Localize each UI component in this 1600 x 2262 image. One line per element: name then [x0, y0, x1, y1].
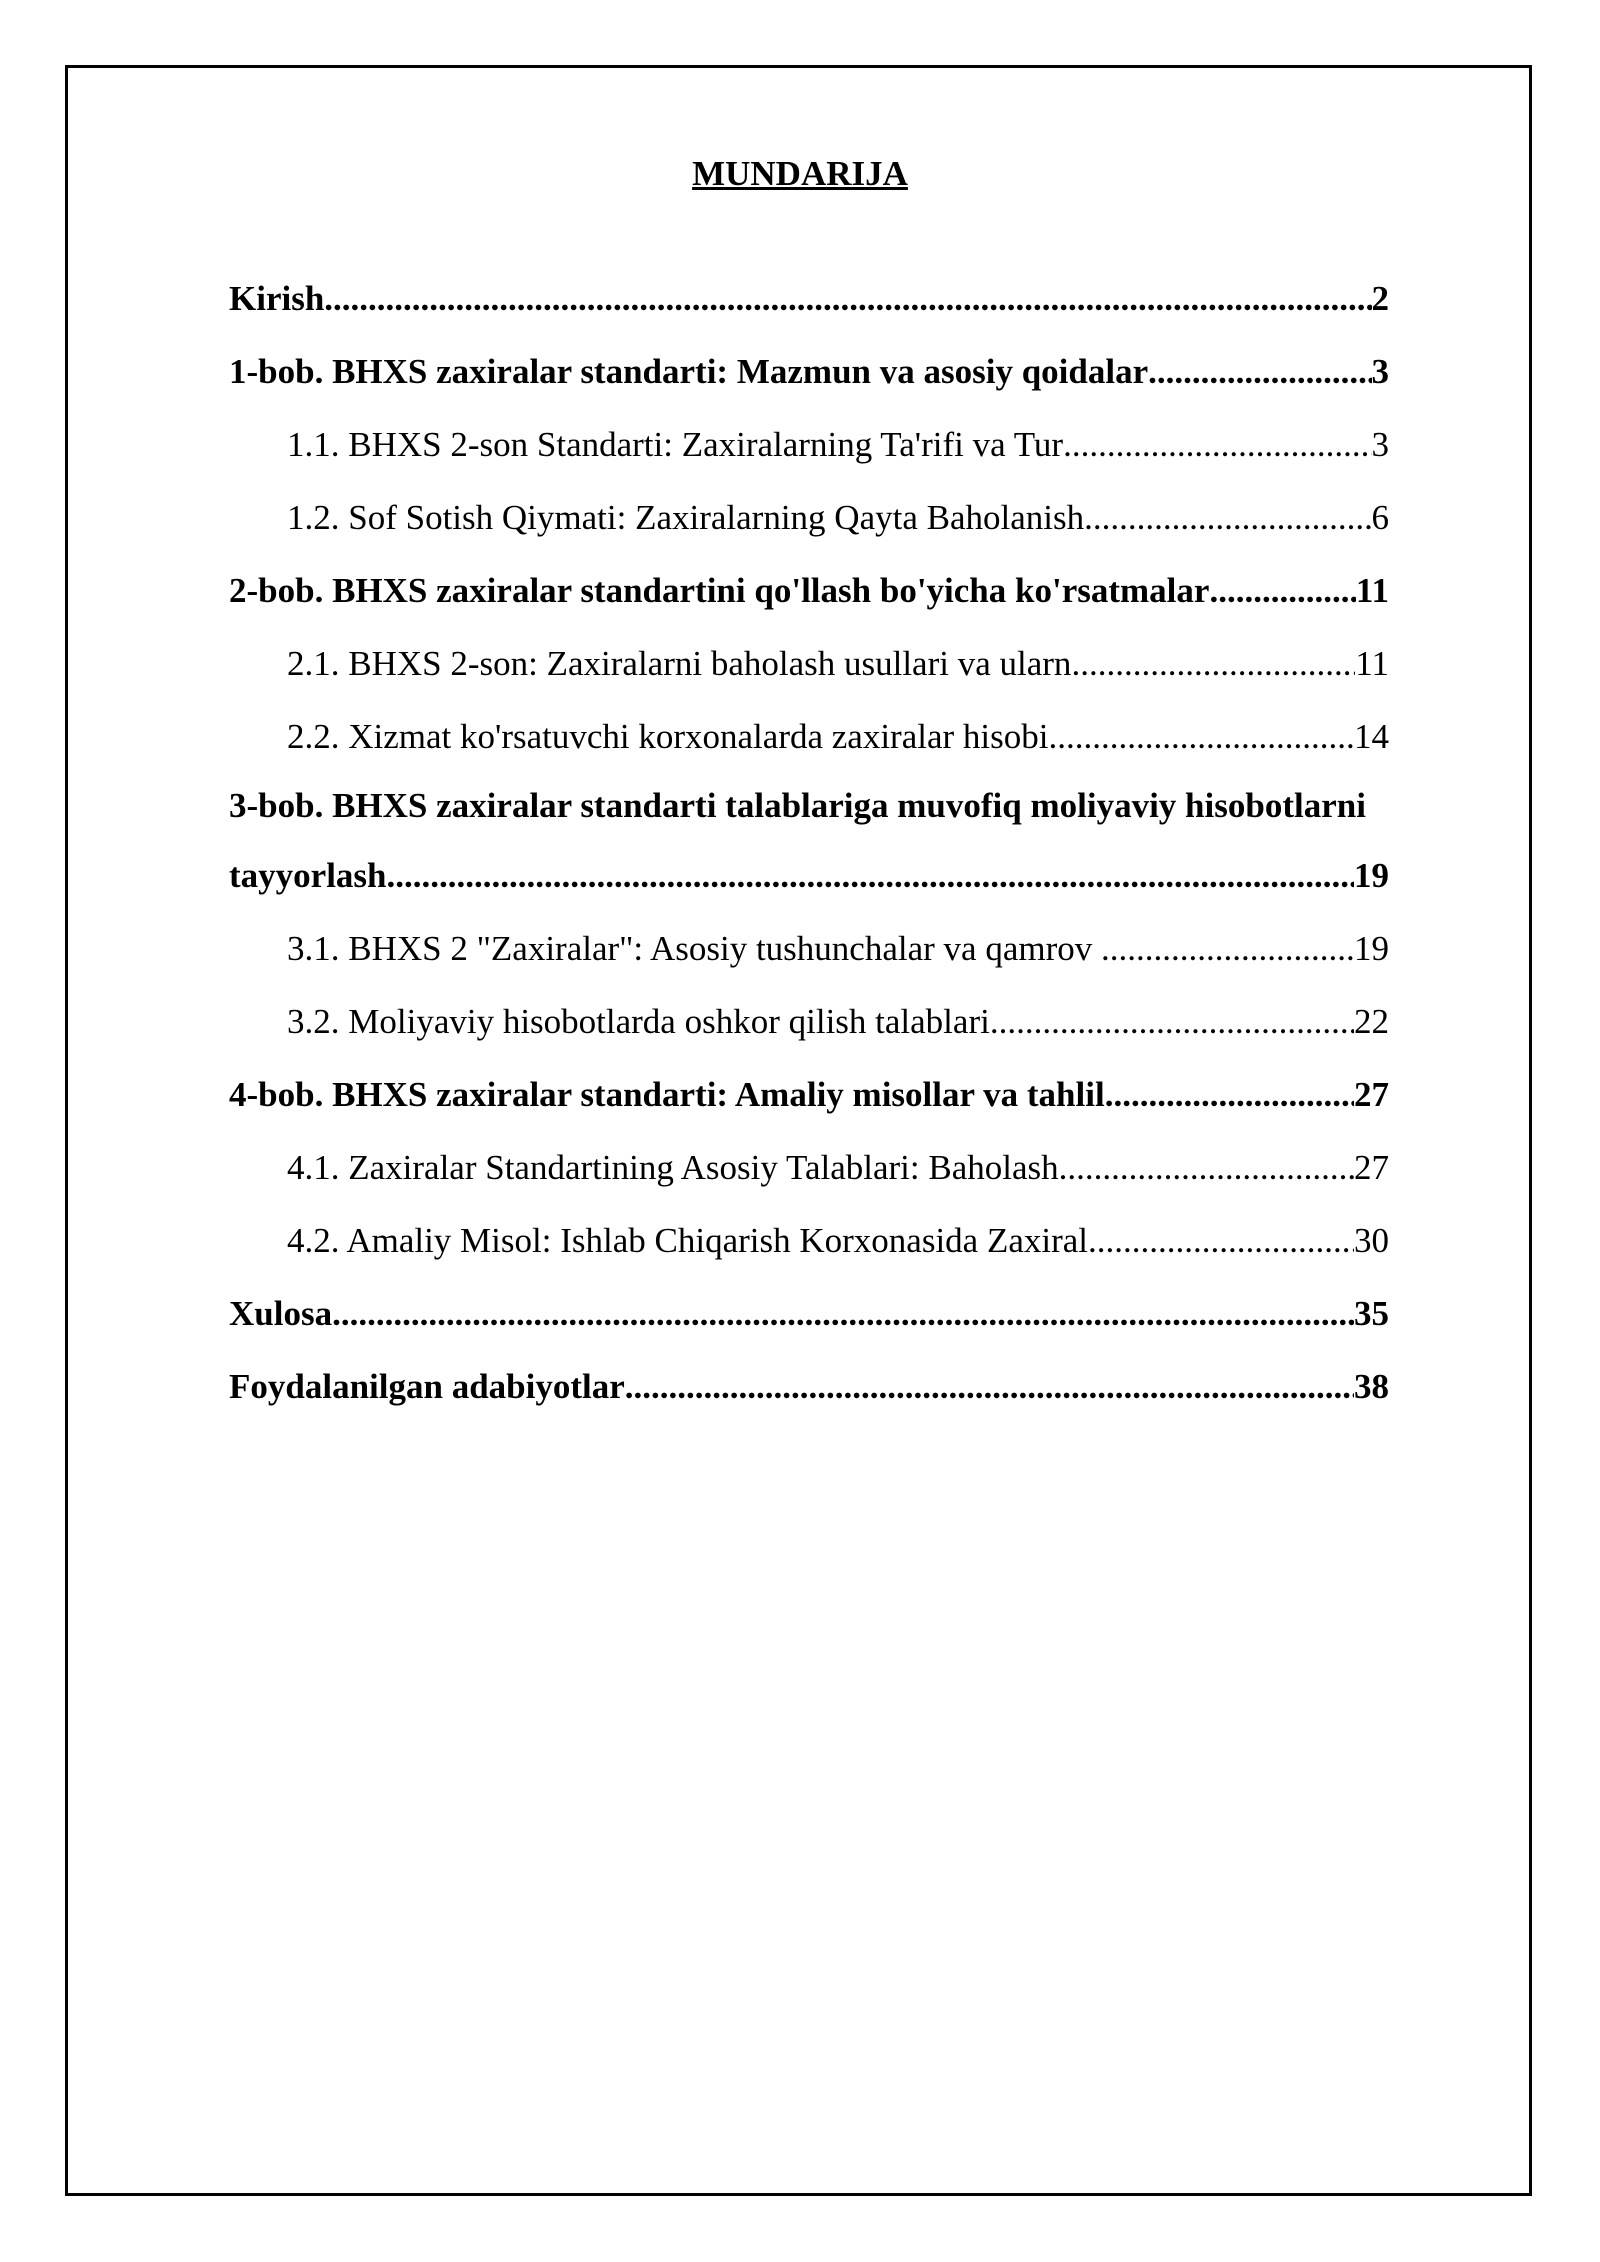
toc-entry-chapter-2[interactable]: [229, 554, 1389, 627]
dot-leader: [324, 262, 1371, 335]
toc-entry-text: 4.1. Zaxiralar Standartining Asosiy Talablari: Baholash: [287, 1148, 1059, 1187]
toc-page-number: 11: [1355, 571, 1389, 610]
toc-entry-text-line-2: tayyorlash: [229, 856, 387, 895]
dot-leader: [1063, 408, 1371, 481]
table-of-contents: [229, 262, 1389, 1423]
toc-entry-text-line-1: 3-bob. BHXS zaxiralar standarti talablariga muvofiq moliyaviy hisobotlarni: [229, 786, 1366, 825]
toc-entry-text: 2-bob. BHXS zaxiralar standartini qo'llash bo'yicha ko'rsatmalar: [229, 571, 1210, 610]
toc-entry-chapter-1[interactable]: [229, 335, 1389, 408]
toc-entry-text: 2.1. BHXS 2-son: Zaxiralarni baholash usullari va ularn: [287, 644, 1072, 683]
toc-page-number: 14: [1354, 717, 1389, 756]
toc-title: MUNDARIJA: [692, 154, 908, 193]
dot-leader: [1105, 1058, 1354, 1131]
toc-entry-section-4-1[interactable]: [229, 1131, 1389, 1204]
toc-entry-chapter-4[interactable]: [229, 1058, 1389, 1131]
toc-page-number: 19: [1354, 856, 1389, 895]
toc-entry-conclusion[interactable]: [229, 1277, 1389, 1350]
toc-page-number: 27: [1354, 1148, 1389, 1187]
toc-entry-section-3-1[interactable]: [229, 912, 1389, 985]
toc-page-number: 38: [1354, 1367, 1389, 1406]
toc-entry-references[interactable]: [229, 1350, 1389, 1423]
toc-entry-section-1-1[interactable]: [229, 408, 1389, 481]
toc-entry-text: 1.2. Sof Sotish Qiymati: Zaxiralarning Qayta Baholanish: [287, 498, 1085, 537]
toc-page-number: 6: [1371, 498, 1389, 537]
toc-entry-line-2: [229, 839, 1389, 912]
dot-leader: [332, 1277, 1354, 1350]
toc-entry-text: 1.1. BHXS 2-son Standarti: Zaxiralarning Ta'rifi va Tur: [287, 425, 1064, 464]
toc-entry-text: 3.2. Moliyaviy hisobotlarda oshkor qilish talablari: [287, 1002, 990, 1041]
toc-page-number: 35: [1354, 1294, 1389, 1333]
toc-entry-introduction[interactable]: [229, 262, 1389, 335]
dot-leader: [1059, 1131, 1354, 1204]
dot-leader: [1101, 912, 1354, 985]
toc-entry-text: 4-bob. BHXS zaxiralar standarti: Amaliy misollar va tahlil: [229, 1075, 1105, 1114]
toc-entry-text: 2.2. Xizmat ko'rsatuvchi korxonalarda zaxiralar hisobi: [287, 717, 1049, 756]
toc-entry-section-4-2[interactable]: [229, 1204, 1389, 1277]
dot-leader: [990, 985, 1354, 1058]
toc-entry-text: Foydalanilgan adabiyotlar: [229, 1367, 625, 1406]
dot-leader: [1148, 335, 1371, 408]
toc-page-number: 19: [1354, 929, 1389, 968]
toc-entry-text: Xulosa: [229, 1294, 333, 1333]
toc-entry-chapter-3[interactable]: [229, 773, 1459, 912]
toc-entry-section-2-2[interactable]: [229, 700, 1389, 773]
toc-page-number: 11: [1355, 644, 1389, 683]
toc-entry-text: 3.1. BHXS 2 "Zaxiralar": Asosiy tushunchalar va qamrov: [287, 929, 1101, 968]
dot-leader: [1209, 554, 1355, 627]
toc-page-number: 3: [1371, 425, 1389, 464]
toc-page-number: 3: [1371, 352, 1389, 391]
toc-entry-section-1-2[interactable]: [229, 481, 1389, 554]
toc-page-number: 22: [1354, 1002, 1389, 1041]
toc-entry-text: Kirish: [229, 279, 325, 318]
dot-leader: [1048, 700, 1354, 773]
toc-entry-text: 4.2. Amaliy Misol: Ishlab Chiqarish Korxonasida Zaxiral: [287, 1221, 1089, 1260]
dot-leader: [1071, 627, 1355, 700]
toc-page-number: 30: [1354, 1221, 1389, 1260]
dot-leader: [387, 839, 1355, 912]
dot-leader: [625, 1350, 1354, 1423]
toc-entry-text: 1-bob. BHXS zaxiralar standarti: Mazmun va asosiy qoidalar: [229, 352, 1149, 391]
toc-page-number: 2: [1371, 279, 1389, 318]
toc-entry-section-2-1[interactable]: [229, 627, 1389, 700]
toc-entry-section-3-2[interactable]: [229, 985, 1389, 1058]
dot-leader: [1088, 1204, 1354, 1277]
toc-page-number: 27: [1354, 1075, 1389, 1114]
dot-leader: [1084, 481, 1371, 554]
